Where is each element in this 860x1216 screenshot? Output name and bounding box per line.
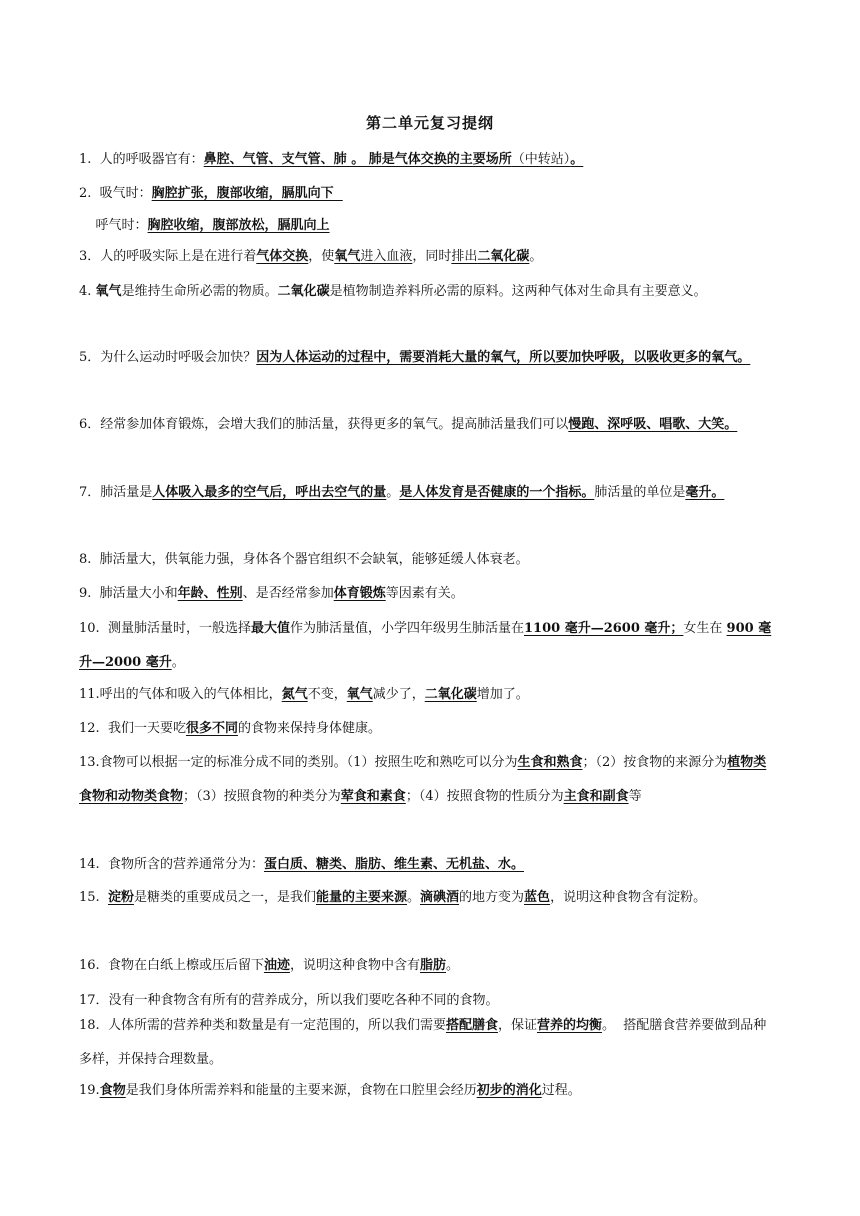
text-segment: 初步的消化 (476, 1083, 542, 1098)
text-segment: 4. (79, 284, 96, 299)
text-segment: 过程。 (541, 1083, 581, 1098)
text-segment: 减少了， (372, 687, 425, 702)
text-segment: 8. 肺活量大，供氧能力强，身体各个器官组织不会缺氧，能够延缓人体衰老。 (79, 552, 529, 567)
outline-item-6 (79, 408, 774, 442)
text-segment: 6．经常参加体育锻炼，会增大我们的肺活量，获得更多的氧气。提高肺活量我们可以 (79, 417, 569, 432)
outline-item-15 (79, 881, 774, 915)
text-segment: 。 搭配膳食营养要做到品种多样，并保持合理数量。 (79, 1018, 767, 1067)
text-segment: 是人体发育是否健康的一个指标。 (399, 485, 595, 500)
outline-item-18 (79, 1009, 774, 1077)
text-segment: 3．人的呼吸实际上是在进行着 (79, 249, 257, 264)
text-segment: 9. 肺活量大小和 (79, 586, 178, 601)
text-segment: 的食物来保持身体健康。 (237, 721, 381, 736)
text-segment: 5．为什么运动时呼吸会加快？ (79, 350, 257, 365)
outline-item-10 (79, 612, 774, 680)
text-segment: 毫升。 (685, 485, 725, 500)
outline-item-5 (79, 341, 774, 375)
text-segment: ，说明这种食物含有淀粉。 (550, 890, 707, 905)
text-segment: 10. 测量肺活量时，一般选择 (79, 621, 251, 636)
text-segment: 。 (171, 655, 185, 670)
text-segment: 17．没有一种食物含有所有的营养成分，所以我们要吃各种不同的食物。 (79, 993, 499, 1008)
text-segment: 进入血液 (360, 249, 413, 264)
outline-item-2b (79, 209, 774, 243)
text-segment: 能量的主要来源 (315, 890, 407, 905)
page-title: 第二单元复习提纲 (365, 114, 494, 132)
outline-item-3 (79, 240, 774, 274)
text-segment: 营养的均衡 (536, 1018, 602, 1033)
text-segment: 脂肪 (419, 958, 446, 973)
text-segment: 2. 吸气时： (79, 186, 152, 201)
text-segment: ；（2）按食物的来源分为 (582, 755, 728, 770)
text-segment: 蛋白质、糖类、脂肪、维生素、无机盐、水。 (263, 857, 524, 872)
text-segment: 。 (386, 485, 400, 500)
text-segment: 不变， (307, 687, 347, 702)
text-segment: 等因素有关。 (385, 586, 464, 601)
text-segment: 是植物制造养料所必需的原料。这两种气体对生命具有主要意义。 (329, 284, 707, 299)
text-segment: 二氧化碳 (477, 249, 530, 264)
text-segment: 7．肺活量是 (79, 485, 153, 500)
text-segment: 胸腔扩张，腹部收缩，膈肌向下 (151, 186, 343, 201)
outline-item-9 (79, 577, 774, 611)
text-segment: ；（3）按照食物的种类分为 (183, 789, 341, 804)
text-segment: 年龄、性别 (177, 586, 243, 601)
outline-item-7 (79, 476, 774, 510)
text-segment: 11.呼出的气体和吸入的气体相比， (79, 687, 282, 702)
outline-item-11 (79, 678, 774, 712)
text-segment: ，使 (308, 249, 335, 264)
text-segment: 。 (407, 890, 421, 905)
text-segment: 900 毫升—2000 毫升 (79, 621, 772, 670)
text-segment: 滴碘酒 (420, 890, 460, 905)
outline-item-8 (79, 543, 774, 577)
text-segment: 氧气 (346, 687, 373, 702)
text-segment: 的地方变为 (459, 890, 525, 905)
text-segment: 19. (79, 1083, 100, 1098)
outline-item-19 (79, 1074, 774, 1108)
text-segment: 体育锻炼 (333, 586, 386, 601)
text-segment: 肺活量的单位是 (594, 485, 686, 500)
text-segment: 荤食和素食 (340, 789, 406, 804)
text-segment: 食物 (99, 1083, 126, 1098)
text-segment: 增加了。 (476, 687, 529, 702)
text-segment: 人体吸入最多的空气后，呼出去空气的量 (152, 485, 387, 500)
text-segment: ，同时 (412, 249, 452, 264)
text-segment: 15. (79, 890, 108, 905)
text-segment: 18. 人体所需的营养种类和数量是有一定范围的，所以我们需要 (79, 1018, 446, 1033)
text-segment: 植物类食物和动物类食物 (79, 755, 767, 804)
text-segment: 油迹 (263, 958, 290, 973)
text-segment: （中转站） (511, 152, 571, 167)
text-segment: 女生在 (683, 621, 727, 636)
text-segment: ，说明这种食物中含有 (289, 958, 420, 973)
outline-item-13 (79, 746, 774, 814)
text-segment: 排出 (451, 249, 478, 264)
text-segment: 14. 食物所含的营养通常分为： (79, 857, 264, 872)
text-segment: ，保证 (497, 1018, 537, 1033)
text-segment: 。 (446, 958, 460, 973)
text-segment: 生食和熟食 (517, 755, 583, 770)
outline-item-2 (79, 177, 774, 211)
text-segment: 16. 食物在白纸上檫或压后留下 (79, 958, 264, 973)
outline-item-14 (79, 848, 774, 882)
text-segment: 是维持生命所必需的物质。 (121, 284, 278, 299)
text-segment: 氧气 (334, 249, 361, 264)
outline-item-4 (79, 275, 774, 309)
text-segment: 等 (628, 789, 642, 804)
text-segment: 氧气 (95, 284, 122, 299)
text-segment: 。 (529, 249, 543, 264)
outline-item-12 (79, 712, 774, 746)
text-segment: ；（4）按照食物的性质分为 (405, 789, 564, 804)
text-segment: 很多不同 (185, 721, 238, 736)
text-segment: 作为肺活量值，小学四年级男生肺活量在 (289, 621, 524, 636)
text-segment: 搭配膳食 (445, 1018, 498, 1033)
text-segment: 是我们身体所需养料和能量的主要来源，食物在口腔里会经历 (125, 1083, 477, 1098)
text-segment: 胸腔收缩，腹部放松，膈肌向上 (147, 218, 330, 233)
text-segment: 二氧化碳 (424, 687, 477, 702)
text-segment: 主食和副食 (563, 789, 629, 804)
text-segment: 呼气时： (79, 218, 148, 233)
text-segment: 。 (570, 152, 584, 167)
text-segment: 鼻腔、气管、支气管、肺 。 肺是气体交换的主要场所 (203, 152, 512, 167)
text-segment: 蓝色 (524, 890, 551, 905)
outline-item-16 (79, 949, 774, 983)
text-segment: 最大值 (250, 621, 290, 636)
text-segment: 12. 我们一天要吃 (79, 721, 186, 736)
text-segment: 是糖类的重要成员之一，是我们 (133, 890, 316, 905)
text-segment: 气体交换 (256, 249, 309, 264)
text-segment: 二氧化碳 (277, 284, 330, 299)
outline-item-1 (79, 143, 774, 177)
text-segment: 13.食物可以根据一定的标准分成不同的类别。（1）按照生吃和熟吃可以分为 (79, 755, 518, 770)
text-segment: 因为人体运动的过程中，需要消耗大量的氧气，所以要加快呼吸，以吸收更多的氧气。 (256, 350, 751, 365)
text-segment: 1100 毫升—2600 毫升； (523, 621, 684, 636)
text-segment: 氮气 (281, 687, 308, 702)
text-segment: 慢跑、深呼吸、唱歌、大笑。 (568, 417, 738, 432)
text-segment: 、是否经常参加 (242, 586, 334, 601)
text-segment: 1. 人的呼吸器官有： (79, 152, 204, 167)
text-segment: 淀粉 (107, 890, 134, 905)
